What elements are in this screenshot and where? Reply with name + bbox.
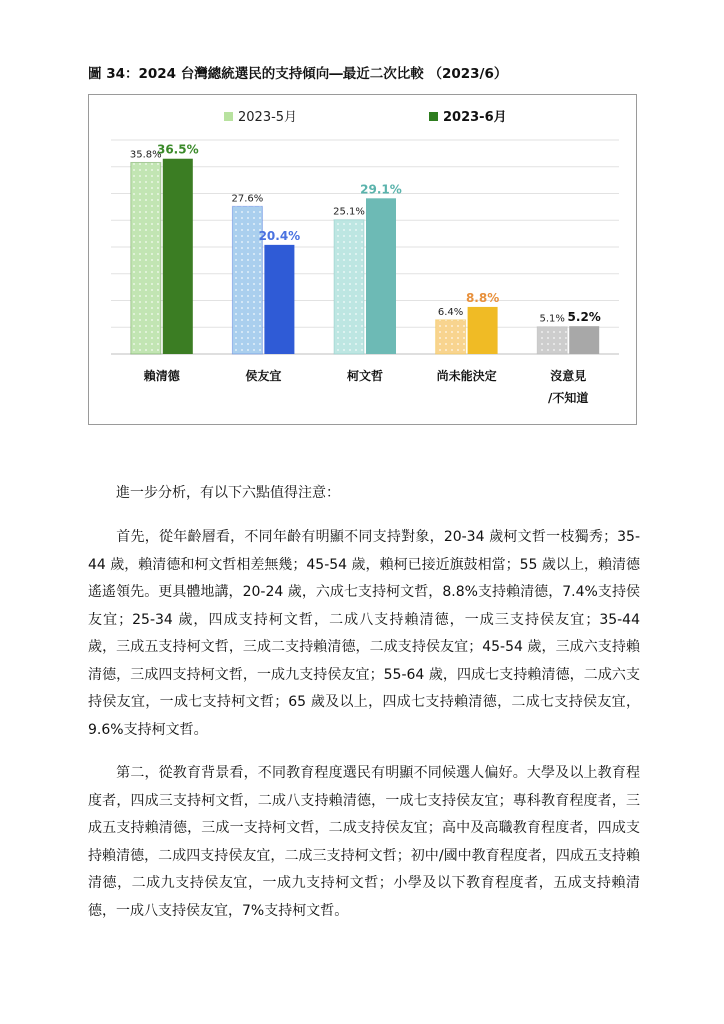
category-label: 沒意見/不知道 — [548, 369, 589, 405]
paragraph-age-text: 首先，從年齡層看，不同年齡有明顯不同支持對象，20-34 歲柯文哲一枝獨秀；35-44 歲，賴清德和柯文哲相差無幾；45-54 歲，賴柯已接近旗鼓相當；55 歲以上，賴清德遙遙領先。更具體地講，20-24 歲，六成七支持柯文哲，8.8%支持賴清德，7.4%支持侯友宜；25-34 歲，四成支持柯文哲，二成八支持賴清德，一成三支持侯友宜；35-44 歲，三成五支持柯文哲，三成二支持賴清德，二成支持侯友宜；45-54 歲，三成六支持賴清德，三成四支持柯文哲，一成九支持侯友宜；55-64 歲，四成七支持賴清德，二成六支持侯友宜，一成七支持柯文哲；65 歲及以上，四成七支持賴清德，二成七支持侯友宜，9.6%支持柯文哲。 — [88, 529, 640, 738]
data-label-june: 8.8% — [465, 290, 500, 305]
bar-june — [468, 307, 498, 354]
data-label-may: 6.4% — [437, 306, 464, 318]
bar-may — [131, 162, 161, 354]
category-label: 賴清德 — [143, 369, 180, 383]
legend-label-may: 2023-5月 — [238, 110, 298, 125]
bar-chart — [89, 95, 638, 426]
paragraph-education — [88, 760, 640, 925]
bar-june — [264, 245, 294, 354]
figure-title: 圖 34：2024 台灣總統選民的支持傾向―最近二次比較 （2023/6） — [88, 66, 508, 82]
paragraph-intro — [88, 480, 640, 508]
bar-may — [436, 320, 466, 354]
bar-june — [569, 326, 599, 354]
legend-swatch-may — [224, 112, 233, 121]
data-label-june: 20.4% — [258, 228, 301, 243]
category-label: 尚未能決定 — [436, 369, 497, 383]
category-label: 侯友宜 — [245, 369, 282, 383]
data-label-may: 27.6% — [231, 193, 264, 205]
data-label-may: 5.1% — [539, 313, 565, 325]
data-label-june: 5.2% — [567, 310, 601, 325]
paragraph-education-text: 第二，從教育背景看，不同教育程度選民有明顯不同候選人偏好。大學及以上教育程度者，四成三支持柯文哲，二成八支持賴清德，一成七支持侯友宜；專科教育程度者，三成五支持賴清德，三成一支持柯文哲，二成支持侯友宜；高中及高職教育程度者，四成支持賴清德，二成四支持侯友宜，二成三支持柯文哲；初中/國中教育程度者，四成五支持賴清德，二成九支持侯友宜，一成九支持柯文哲；小學及以下教育程度者，五成支持賴清德，一成八支持侯友宜，7%支持柯文哲。 — [88, 765, 640, 919]
paragraph-intro-text: 進一步分析，有以下六點值得注意： — [116, 485, 340, 501]
chart-frame — [88, 94, 637, 425]
paragraph-age — [88, 524, 640, 744]
data-label-june: 29.1% — [360, 182, 402, 197]
legend-swatch-june — [429, 112, 438, 121]
data-label-may: 35.8% — [129, 149, 162, 161]
legend-label-june: 2023-6月 — [443, 110, 507, 125]
bar-may — [334, 220, 364, 354]
bar-june — [366, 198, 396, 354]
bar-may — [537, 327, 567, 354]
data-label-june: 36.5% — [156, 142, 199, 157]
bar-june — [163, 159, 193, 354]
data-label-may: 25.1% — [333, 206, 365, 218]
category-label: 柯文哲 — [346, 369, 384, 383]
